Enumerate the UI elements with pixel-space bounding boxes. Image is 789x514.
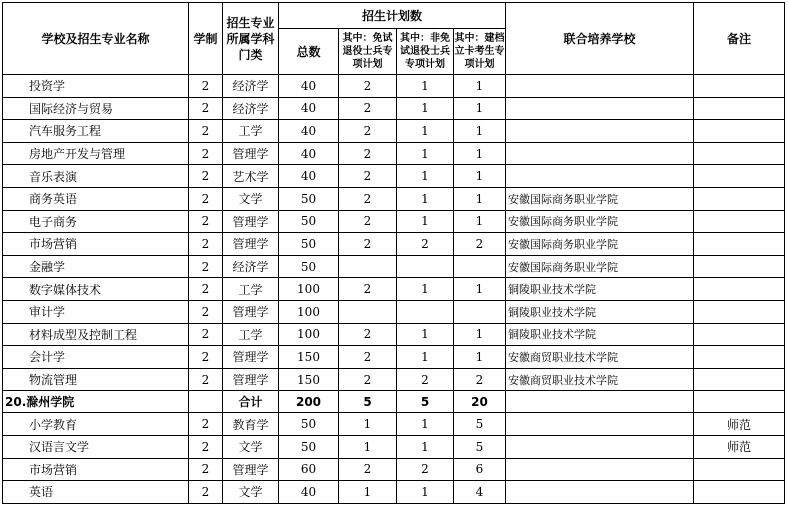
- card-count: 4: [454, 481, 506, 504]
- nonexempt-count: [397, 255, 454, 278]
- nonexempt-count: 1: [397, 97, 454, 120]
- card-count: 1: [454, 187, 506, 210]
- total: 40: [279, 75, 339, 98]
- total: 150: [279, 368, 339, 391]
- card-count: 1: [454, 142, 506, 165]
- major-name: 国际经济与贸易: [3, 97, 189, 120]
- total: 50: [279, 233, 339, 256]
- remark: [694, 142, 785, 165]
- remark: [694, 323, 785, 346]
- exempt-count: 2: [339, 120, 397, 143]
- partner-school: [506, 481, 694, 504]
- card-count: [454, 300, 506, 323]
- enrollment-plan-table: [2, 2, 785, 504]
- table-row: [3, 142, 785, 165]
- exempt-count: [339, 255, 397, 278]
- major-name: 会计学: [3, 346, 189, 369]
- card-count: 1: [454, 346, 506, 369]
- duration: 2: [189, 120, 223, 143]
- nonexempt-count: 2: [397, 233, 454, 256]
- duration: 2: [189, 323, 223, 346]
- discipline: 教育学: [223, 413, 279, 436]
- duration: 2: [189, 255, 223, 278]
- exempt-count: 2: [339, 458, 397, 481]
- discipline: 经济学: [223, 255, 279, 278]
- major-name: 审计学: [3, 300, 189, 323]
- major-name: 音乐表演: [3, 165, 189, 188]
- exempt-count: 2: [339, 187, 397, 210]
- partner-school: 铜陵职业技术学院: [506, 300, 694, 323]
- exempt-count: 2: [339, 210, 397, 233]
- total: 50: [279, 210, 339, 233]
- partner-school: [506, 97, 694, 120]
- discipline: 管理学: [223, 368, 279, 391]
- table-row: [3, 346, 785, 369]
- major-name: 汽车服务工程: [3, 120, 189, 143]
- section-label: 合计: [223, 391, 279, 413]
- discipline: 文学: [223, 435, 279, 458]
- card-count: 1: [454, 120, 506, 143]
- card-count: 5: [454, 435, 506, 458]
- nonexempt-count: 1: [397, 165, 454, 188]
- major-name: 小学教育: [3, 413, 189, 436]
- total: 50: [279, 435, 339, 458]
- table-row: [3, 300, 785, 323]
- partner-school: 安徽国际商务职业学院: [506, 255, 694, 278]
- total: 100: [279, 278, 339, 301]
- table-row: [3, 97, 785, 120]
- discipline: 文学: [223, 187, 279, 210]
- table-row: [3, 368, 785, 391]
- table-row: [3, 458, 785, 481]
- card-count: [454, 255, 506, 278]
- exempt-count: 2: [339, 323, 397, 346]
- remark: [694, 300, 785, 323]
- nonexempt-count: 2: [397, 458, 454, 481]
- duration: 2: [189, 413, 223, 436]
- partner-school: [506, 120, 694, 143]
- nonexempt-count: 1: [397, 210, 454, 233]
- section-name: 20.滁州学院: [3, 391, 189, 413]
- exempt-count: 2: [339, 368, 397, 391]
- card-count: 2: [454, 233, 506, 256]
- table-row: [3, 255, 785, 278]
- total: 50: [279, 413, 339, 436]
- header-duration: 学制: [189, 3, 223, 75]
- partner-school: [506, 435, 694, 458]
- discipline: 工学: [223, 120, 279, 143]
- card-count: 6: [454, 458, 506, 481]
- total: 150: [279, 346, 339, 369]
- remark: [694, 278, 785, 301]
- duration: 2: [189, 187, 223, 210]
- card-count: 1: [454, 75, 506, 98]
- major-name: 数字媒体技术: [3, 278, 189, 301]
- partner-school: 安徽国际商务职业学院: [506, 233, 694, 256]
- section-exempt: 5: [339, 391, 397, 413]
- partner-school: 安徽商贸职业技术学院: [506, 368, 694, 391]
- nonexempt-count: 1: [397, 142, 454, 165]
- total: 40: [279, 165, 339, 188]
- total: 40: [279, 481, 339, 504]
- exempt-count: [339, 300, 397, 323]
- duration: 2: [189, 435, 223, 458]
- remark: [694, 120, 785, 143]
- major-name: 金融学: [3, 255, 189, 278]
- remark: [694, 165, 785, 188]
- discipline: 管理学: [223, 210, 279, 233]
- nonexempt-count: 1: [397, 120, 454, 143]
- exempt-count: 2: [339, 278, 397, 301]
- header-remark: 备注: [694, 3, 785, 75]
- remark: [694, 458, 785, 481]
- nonexempt-count: 1: [397, 413, 454, 436]
- major-name: 商务英语: [3, 187, 189, 210]
- exempt-count: 1: [339, 435, 397, 458]
- nonexempt-count: 2: [397, 368, 454, 391]
- discipline: 经济学: [223, 97, 279, 120]
- header-exempt-veteran: 其中：免试退役士兵专项计划: [339, 29, 397, 75]
- partner-school: 安徽商贸职业技术学院: [506, 346, 694, 369]
- discipline: 艺术学: [223, 165, 279, 188]
- exempt-count: 2: [339, 233, 397, 256]
- nonexempt-count: 1: [397, 481, 454, 504]
- duration: 2: [189, 75, 223, 98]
- total: 50: [279, 187, 339, 210]
- header-total: 总数: [279, 29, 339, 75]
- discipline: 管理学: [223, 300, 279, 323]
- nonexempt-count: [397, 300, 454, 323]
- section-remark: [694, 391, 785, 413]
- nonexempt-count: 1: [397, 435, 454, 458]
- header-school-major: 学校及招生专业名称: [3, 3, 189, 75]
- total: 40: [279, 97, 339, 120]
- discipline: 管理学: [223, 458, 279, 481]
- table-row: [3, 187, 785, 210]
- major-name: 电子商务: [3, 210, 189, 233]
- partner-school: [506, 142, 694, 165]
- table-row: [3, 233, 785, 256]
- total: 40: [279, 120, 339, 143]
- remark: [694, 210, 785, 233]
- partner-school: 安徽国际商务职业学院: [506, 210, 694, 233]
- duration: 2: [189, 278, 223, 301]
- card-count: 1: [454, 323, 506, 346]
- discipline: 管理学: [223, 346, 279, 369]
- remark: [694, 481, 785, 504]
- table-row: [3, 75, 785, 98]
- remark: 师范: [694, 413, 785, 436]
- table-body: [3, 75, 785, 391]
- partner-school: [506, 458, 694, 481]
- section-row: [3, 391, 785, 413]
- partner-school: [506, 75, 694, 98]
- nonexempt-count: 1: [397, 323, 454, 346]
- exempt-count: 2: [339, 346, 397, 369]
- discipline: 经济学: [223, 75, 279, 98]
- header-nonexempt-veteran: 其中：非免试退役士兵专项计划: [397, 29, 454, 75]
- major-name: 市场营销: [3, 233, 189, 256]
- partner-school: 安徽国际商务职业学院: [506, 187, 694, 210]
- table-row: [3, 165, 785, 188]
- header-partner: 联合培养学校: [506, 3, 694, 75]
- table-body-2: [3, 413, 785, 503]
- duration: 2: [189, 97, 223, 120]
- header-plan-group: 招生计划数: [279, 3, 506, 29]
- major-name: 汉语言文学: [3, 435, 189, 458]
- major-name: 英语: [3, 481, 189, 504]
- duration: 2: [189, 142, 223, 165]
- exempt-count: 2: [339, 97, 397, 120]
- remark: [694, 233, 785, 256]
- card-count: 2: [454, 368, 506, 391]
- duration: 2: [189, 458, 223, 481]
- exempt-count: 2: [339, 142, 397, 165]
- table-row: [3, 323, 785, 346]
- major-name: 市场营销: [3, 458, 189, 481]
- section-nonexempt: 5: [397, 391, 454, 413]
- section-partner: [506, 391, 694, 413]
- table-row: [3, 120, 785, 143]
- duration: 2: [189, 300, 223, 323]
- table-row: [3, 413, 785, 436]
- remark: [694, 346, 785, 369]
- remark: 师范: [694, 435, 785, 458]
- total: 60: [279, 458, 339, 481]
- card-count: 1: [454, 278, 506, 301]
- nonexempt-count: 1: [397, 278, 454, 301]
- header-poverty-card: 其中：建档立卡考生专项计划: [454, 29, 506, 75]
- discipline: 文学: [223, 481, 279, 504]
- remark: [694, 368, 785, 391]
- exempt-count: 2: [339, 75, 397, 98]
- major-name: 投资学: [3, 75, 189, 98]
- card-count: 1: [454, 210, 506, 233]
- section-empty: [189, 391, 223, 413]
- partner-school: 铜陵职业技术学院: [506, 278, 694, 301]
- duration: 2: [189, 481, 223, 504]
- table-row: [3, 435, 785, 458]
- major-name: 材料成型及控制工程: [3, 323, 189, 346]
- discipline: 工学: [223, 278, 279, 301]
- card-count: 1: [454, 97, 506, 120]
- nonexempt-count: 1: [397, 346, 454, 369]
- section-total: 200: [279, 391, 339, 413]
- duration: 2: [189, 165, 223, 188]
- duration: 2: [189, 346, 223, 369]
- total: 40: [279, 142, 339, 165]
- discipline: 工学: [223, 323, 279, 346]
- remark: [694, 97, 785, 120]
- card-count: 5: [454, 413, 506, 436]
- duration: 2: [189, 210, 223, 233]
- nonexempt-count: 1: [397, 75, 454, 98]
- partner-school: [506, 165, 694, 188]
- header-discipline: 招生专业所属学科门类: [223, 3, 279, 75]
- nonexempt-count: 1: [397, 187, 454, 210]
- card-count: 1: [454, 165, 506, 188]
- section-card: 20: [454, 391, 506, 413]
- partner-school: [506, 413, 694, 436]
- duration: 2: [189, 233, 223, 256]
- discipline: 管理学: [223, 142, 279, 165]
- major-name: 房地产开发与管理: [3, 142, 189, 165]
- discipline: 管理学: [223, 233, 279, 256]
- exempt-count: 1: [339, 481, 397, 504]
- total: 100: [279, 300, 339, 323]
- duration: 2: [189, 368, 223, 391]
- partner-school: 铜陵职业技术学院: [506, 323, 694, 346]
- total: 100: [279, 323, 339, 346]
- table-row: [3, 210, 785, 233]
- remark: [694, 187, 785, 210]
- exempt-count: 2: [339, 165, 397, 188]
- exempt-count: 1: [339, 413, 397, 436]
- remark: [694, 75, 785, 98]
- total: 50: [279, 255, 339, 278]
- table-row: [3, 278, 785, 301]
- major-name: 物流管理: [3, 368, 189, 391]
- table-row: [3, 481, 785, 504]
- remark: [694, 255, 785, 278]
